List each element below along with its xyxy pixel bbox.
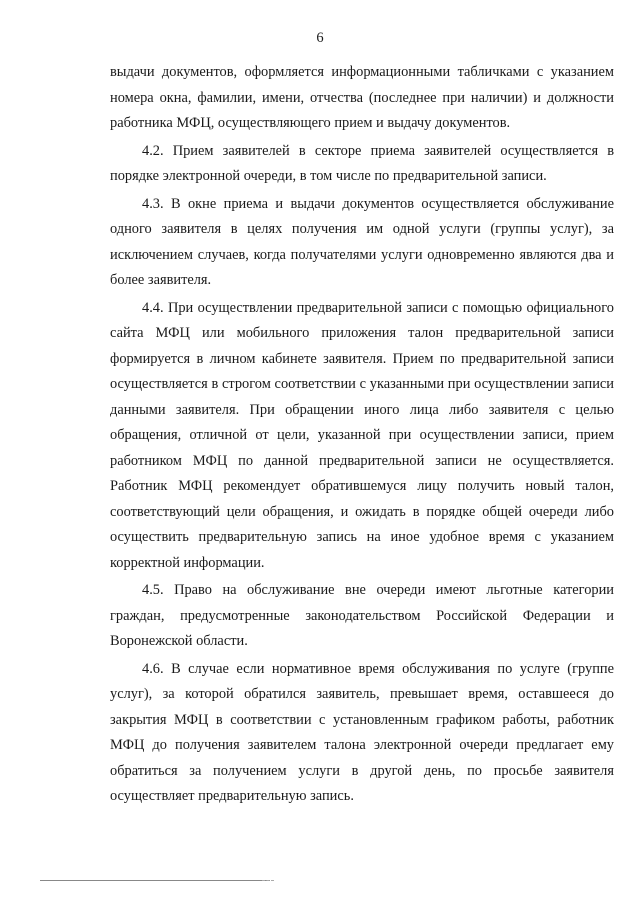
paragraph-4-4: 4.4. При осуществлении предварительной записи с помощью официального сайта МФЦ или мобильного приложения талон предварительной записи формируется в личном кабинете заявителя. Прием по предварительной записи осуществляется в строгом соответствии с указанными при осуществлении записи данными заявителя. При обращении иного лица либо заявителя с целью обращения, отличной от цели, указанной при осуществлении записи, прием работником МФЦ по данной предварительной записи не осуществляется. Работник МФЦ рекомендует обратившемуся лицу получить новый талон, соответствующий цели обращения, и ожидать в порядке общей очереди либо осуществить предварительную запись на иное удобное время с указанием корректной информации.: [110, 299, 614, 571]
page-number: 6: [316, 30, 324, 46]
paragraph-4-3: 4.3. В окне приема и выдачи документов осуществляется обслуживание одного заявителя в целях получения им одной услуги (группы услуг), за исключением случаев, когда получателями услуги одновременно являются два и более заявителя.: [110, 195, 614, 288]
footer-rule: [40, 880, 270, 881]
paragraph-4-5: 4.5. Право на обслуживание вне очереди имеют льготные категории граждан, предусмотренные законодательством Российской Федерации и Воронежской области.: [110, 582, 614, 649]
paragraph-4-6: 4.6. В случае если нормативное время обслуживания по услуге (группе услуг), за которой обратился заявитель, превышает время, оставшееся до закрытия МФЦ в соответствии с установленным графиком работы, работник МФЦ до получения заявителем талона электронной очереди предлагает ему обратиться за получением услуги в другой день, по просьбе заявителя осуществляет предварительную запись.: [110, 660, 614, 804]
paragraph-continuation: выдачи документов, оформляется информационными табличками с указанием номера окна, фамилии, имени, отчества (последнее при наличии) и должности работника МФЦ, осуществляющего прием и выдачу документов.: [110, 64, 614, 131]
paragraph-4-2: 4.2. Прием заявителей в секторе приема заявителей осуществляется в порядке электронной очереди, в том числе по предварительной записи.: [110, 142, 614, 184]
footer-rule-mark: [262, 880, 274, 881]
document-body: [110, 60, 614, 812]
